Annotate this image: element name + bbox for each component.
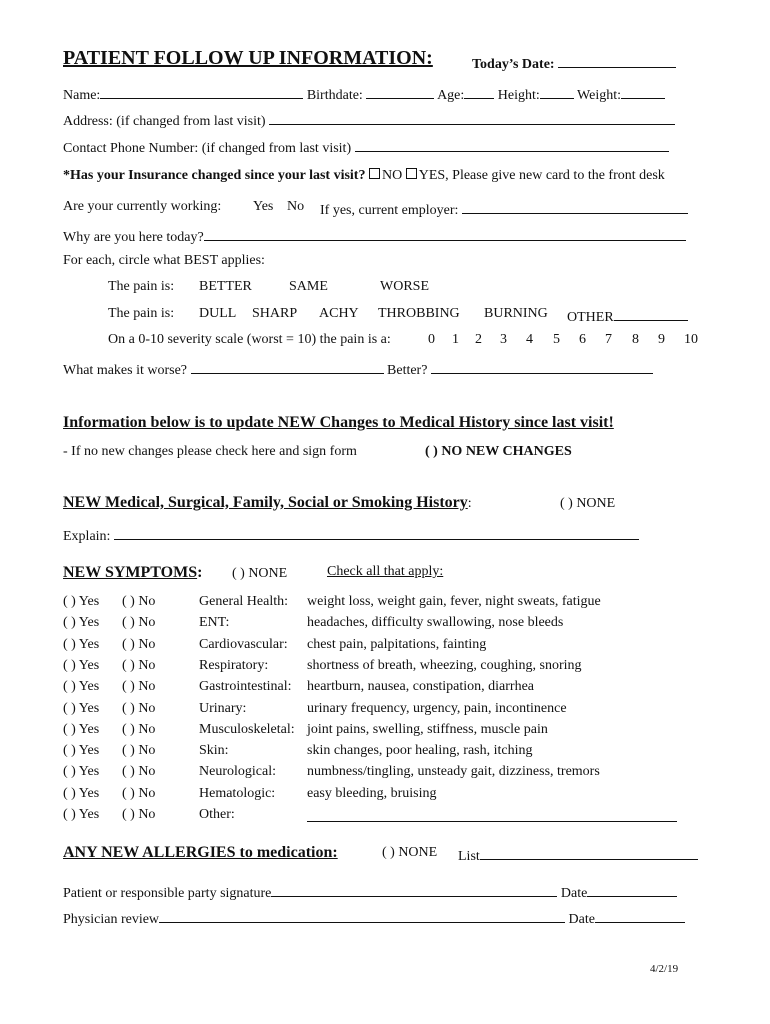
symptom-no-option[interactable]: ( ) No: [122, 722, 156, 737]
pain-type-other-field[interactable]: [614, 306, 688, 321]
no-change-instruction: - If no new changes please check here and sign form: [63, 444, 357, 459]
severity-4[interactable]: 4: [526, 332, 533, 347]
severity-1[interactable]: 1: [452, 332, 459, 347]
weight-field[interactable]: [621, 84, 665, 99]
physician-review-row: [63, 908, 685, 928]
todays-date-label: Today’s Date:: [472, 57, 555, 72]
employer-field[interactable]: [462, 199, 688, 214]
working-question: Are your currently working:: [63, 199, 222, 214]
allergies-heading: [63, 844, 338, 862]
patient-signature-field[interactable]: [271, 882, 557, 897]
birthdate-field[interactable]: [366, 84, 434, 99]
symptom-yes-option[interactable]: ( ) Yes: [63, 807, 100, 822]
physician-review-field[interactable]: [159, 908, 565, 923]
working-yes-option[interactable]: Yes: [253, 199, 274, 214]
todays-date-row: [472, 53, 676, 73]
history-update-heading: Information below is to update NEW Changes to Medical History since last visit!: [63, 414, 614, 431]
todays-date-field[interactable]: [558, 53, 676, 68]
height-field[interactable]: [540, 84, 574, 99]
symptom-yes-option[interactable]: ( ) Yes: [63, 658, 100, 673]
allergies-list-field[interactable]: [480, 845, 698, 860]
symptom-yes-option[interactable]: ( ) Yes: [63, 743, 100, 758]
symptom-category: Skin:: [199, 743, 229, 758]
check-all-label: Check all that apply:: [327, 564, 444, 579]
new-history-heading-row: [63, 494, 472, 512]
worse-field[interactable]: [191, 359, 384, 374]
symptom-yes-option[interactable]: ( ) Yes: [63, 764, 100, 779]
name-field[interactable]: [100, 84, 303, 99]
pain-trend-label: The pain is:: [108, 279, 175, 294]
symptom-yes-option[interactable]: ( ) Yes: [63, 615, 100, 630]
severity-7[interactable]: 7: [605, 332, 612, 347]
symptom-no-option[interactable]: ( ) No: [122, 637, 156, 652]
symptom-category: Gastrointestinal:: [199, 679, 292, 694]
pain-type-burning[interactable]: BURNING: [484, 306, 548, 321]
birthdate-label: Birthdate:: [306, 88, 363, 103]
symptom-yes-option[interactable]: ( ) Yes: [63, 594, 100, 609]
employer-row: [320, 199, 688, 219]
symptom-description: easy bleeding, bruising: [307, 786, 437, 801]
pain-type-other-label: OTHER: [567, 310, 614, 325]
working-no-option[interactable]: No: [287, 199, 305, 214]
physician-review-label: Physician review: [63, 912, 160, 927]
symptom-category: Neurological:: [199, 764, 276, 779]
symptom-category: Cardiovascular:: [199, 637, 288, 652]
symptom-no-option[interactable]: ( ) No: [122, 615, 156, 630]
symptom-category: Other:: [199, 807, 235, 822]
demographics-row: [63, 84, 665, 104]
symptom-no-option[interactable]: ( ) No: [122, 658, 156, 673]
symptom-description: numbness/tingling, unsteady gait, dizziness, tremors: [307, 764, 600, 779]
phone-row: [63, 137, 669, 157]
severity-10[interactable]: 10: [684, 332, 698, 347]
allergies-none-option[interactable]: ( ) NONE: [382, 845, 438, 860]
severity-6[interactable]: 6: [579, 332, 586, 347]
form-title: PATIENT FOLLOW UP INFORMATION:: [63, 47, 433, 69]
severity-scale-label: On a 0-10 severity scale (worst = 10) the pain is a:: [108, 332, 391, 347]
symptom-description: urinary frequency, urgency, pain, incontinence: [307, 701, 567, 716]
pain-trend-worse[interactable]: WORSE: [380, 279, 429, 294]
symptom-no-option[interactable]: ( ) No: [122, 786, 156, 801]
insurance-question: *Has your Insurance changed since your last visit?: [63, 168, 366, 183]
insurance-no-label: NO: [381, 168, 403, 183]
allergies-heading-text: ANY NEW ALLERGIES to medication:: [63, 844, 338, 861]
symptom-description: chest pain, palpitations, fainting: [307, 637, 487, 652]
explain-row: [63, 525, 639, 545]
symptom-category: Respiratory:: [199, 658, 269, 673]
no-new-changes-option[interactable]: ( ) NO NEW CHANGES: [425, 444, 572, 459]
symptom-no-option[interactable]: ( ) No: [122, 764, 156, 779]
severity-3[interactable]: 3: [500, 332, 507, 347]
pain-trend-same[interactable]: SAME: [289, 279, 328, 294]
weight-label: Weight:: [577, 88, 622, 103]
form-version: 4/2/19: [650, 963, 679, 975]
symptom-no-option[interactable]: ( ) No: [122, 701, 156, 716]
explain-label: Explain:: [63, 529, 111, 544]
better-field[interactable]: [431, 359, 653, 374]
pain-type-throbbing[interactable]: THROBBING: [378, 306, 460, 321]
address-label: Address: (if changed from last visit): [63, 114, 266, 129]
symptom-category: General Health:: [199, 594, 289, 609]
symptom-category: ENT:: [199, 615, 230, 630]
symptom-no-option[interactable]: ( ) No: [122, 807, 156, 822]
new-history-none-option[interactable]: ( ) NONE: [560, 496, 616, 511]
pain-type-label: The pain is:: [108, 306, 175, 321]
allergies-list-row: [458, 845, 698, 865]
symptom-no-option[interactable]: ( ) No: [122, 594, 156, 609]
new-history-heading: NEW Medical, Surgical, Family, Social or Smoking History: [63, 494, 468, 511]
symptom-yes-option[interactable]: ( ) Yes: [63, 722, 100, 737]
symptom-category: Musculoskeletal:: [199, 722, 295, 737]
age-label: Age:: [437, 88, 465, 103]
worse-better-row: [63, 359, 653, 379]
better-label: Better?: [387, 363, 428, 378]
pain-type-dull[interactable]: DULL: [199, 306, 237, 321]
pain-trend-better[interactable]: BETTER: [199, 279, 252, 294]
symptom-no-option[interactable]: ( ) No: [122, 679, 156, 694]
address-field[interactable]: [269, 110, 675, 125]
symptoms-none-option[interactable]: ( ) NONE: [232, 566, 288, 581]
address-row: [63, 110, 675, 130]
physician-date-field[interactable]: [595, 908, 685, 923]
insurance-yes-checkbox[interactable]: [406, 168, 417, 179]
symptom-yes-option[interactable]: ( ) Yes: [63, 637, 100, 652]
symptoms-heading: NEW SYMPTOMS: [63, 564, 198, 581]
patient-signature-row: [63, 882, 677, 902]
symptom-other-line[interactable]: [307, 807, 677, 822]
symptom-description: heartburn, nausea, constipation, diarrhea: [307, 679, 535, 694]
severity-8[interactable]: 8: [632, 332, 639, 347]
severity-0[interactable]: 0: [428, 332, 435, 347]
age-field[interactable]: [464, 84, 494, 99]
patient-signature-label: Patient or responsible party signature: [63, 886, 272, 901]
why-here-field[interactable]: [204, 226, 686, 241]
symptoms-colon: :: [197, 564, 203, 581]
why-here-row: [63, 226, 686, 246]
symptom-description: weight loss, weight gain, fever, night sweats, fatigue: [307, 594, 601, 609]
insurance-no-checkbox[interactable]: [369, 168, 380, 179]
explain-field[interactable]: [114, 525, 639, 540]
symptom-category: Urinary:: [199, 701, 247, 716]
symptom-yes-option[interactable]: ( ) Yes: [63, 679, 100, 694]
symptom-description: skin changes, poor healing, rash, itching: [307, 743, 533, 758]
working-row: [63, 199, 221, 215]
symptom-no-option[interactable]: ( ) No: [122, 743, 156, 758]
symptom-other-field[interactable]: [307, 807, 677, 827]
patient-date-field[interactable]: [587, 882, 677, 897]
symptom-category: Hematologic:: [199, 786, 276, 801]
why-here-label: Why are you here today?: [63, 230, 204, 245]
severity-2[interactable]: 2: [475, 332, 482, 347]
allergies-list-label: List: [458, 849, 480, 864]
phone-field[interactable]: [355, 137, 669, 152]
symptom-description: headaches, difficulty swallowing, nose bleeds: [307, 615, 564, 630]
insurance-yes-label: YES, Please give new card to the front desk: [418, 168, 665, 183]
severity-9[interactable]: 9: [658, 332, 665, 347]
worse-label: What makes it worse?: [63, 363, 188, 378]
symptom-yes-option[interactable]: ( ) Yes: [63, 786, 100, 801]
pain-type-sharp[interactable]: SHARP: [252, 306, 298, 321]
pain-type-achy[interactable]: ACHY: [319, 306, 359, 321]
physician-date-label: Date: [568, 912, 595, 927]
symptoms-heading-row: [63, 564, 202, 582]
height-label: Height:: [497, 88, 540, 103]
employer-label: If yes, current employer:: [320, 203, 459, 218]
insurance-row: [63, 168, 665, 184]
pain-type-other[interactable]: [567, 306, 688, 326]
patient-date-label: Date: [560, 886, 588, 901]
symptom-description: joint pains, swelling, stiffness, muscle pain: [307, 722, 548, 737]
severity-5[interactable]: 5: [553, 332, 560, 347]
symptom-yes-option[interactable]: ( ) Yes: [63, 701, 100, 716]
new-history-colon: :: [467, 496, 472, 511]
name-label: Name:: [63, 88, 101, 103]
phone-label: Contact Phone Number: (if changed from last visit): [63, 141, 352, 156]
circle-instruction: For each, circle what BEST applies:: [63, 253, 265, 268]
symptom-description: shortness of breath, wheezing, coughing, snoring: [307, 658, 582, 673]
